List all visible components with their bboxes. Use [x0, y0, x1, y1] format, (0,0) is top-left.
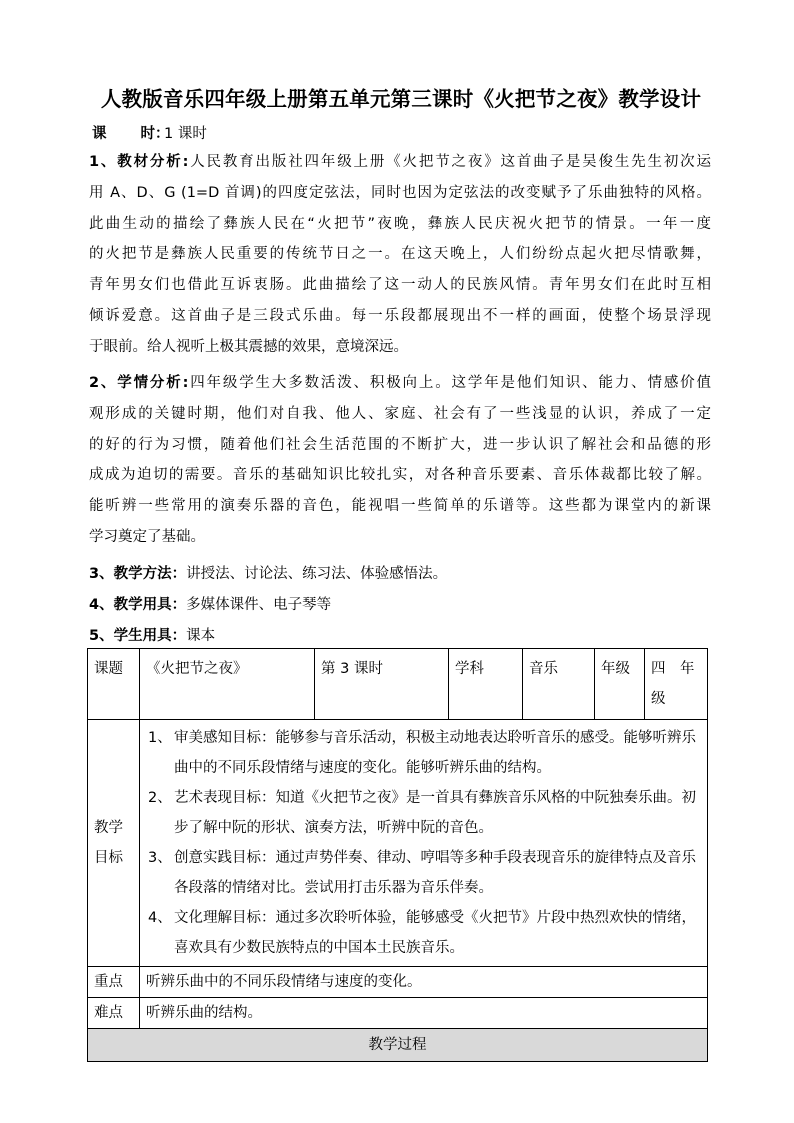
lesson-number: 第 3 课时 [315, 649, 449, 720]
goal-item: 1、 审美感知目标：能够参与音乐活动，积极主动地表达聆听音乐的感受。能够听辨乐曲中的不同乐段情绪与速度的变化。能够听辨乐曲的结构。 [148, 730, 696, 776]
goal-item: 4、 文化理解目标：通过多次聆听体验，能够感受《火把节》片段中热烈欢快的情绪，喜欢具有少数民族特点的中国本土民族音乐。 [148, 910, 696, 956]
table-row [88, 720, 708, 967]
section-textbook-analysis: 1、教材分析:人民教育出版社四年级上册《火把节之夜》这首曲子是吴俊生先生初次运 用 A、D、G (1=D 首调)的四度定弦法，同时也因为定弦法的改变赋予了乐曲独特的风格。 此曲生动的描绘了彝族人民在“火把节”夜晚，彝族人民庆祝火把节的情景。一年一度 的火把节是彝族人民重要的传统节日之一。在这天晚上，人们纷纷点起火把尽情歌舞， 青年男女们也借此互诉衷肠。此曲描绘了这一动人的民族风情。青年男女们在此时互相 倾诉爱意。这首曲子是三段式乐曲。每一乐段都展现出不一样的画面，使整个场景浮现 于眼前。给人视听上极其震撼的效果，意境深远。 [89, 154, 711, 355]
table-row [88, 649, 708, 720]
section-learner-analysis: 2、学情分析:四年级学生大多数活泼、积极向上。这学年是他们知识、能力、情感价值 观形成的关键时期，他们对自我、他人、家庭、社会有了一些浅显的认识，养成了一定 的好的行为习惯，随着他们社会生活范围的不断扩大，进一步认识了解社会和品德的形 成成为迫切的需要。音乐的基础知识比较扎实，对各种音乐要素、音乐体裁都比较了解。 能听辨一些常用的演奏乐器的音色，能视唱一些简单的乐谱等。这些都为课堂内的新课 学习奠定了基础。 [89, 375, 711, 545]
table-row [88, 967, 708, 998]
subject-label: 学科 [449, 649, 523, 720]
document-title: 人教版音乐四年级上册第五单元第三课时《火把节之夜》教学设计 [100, 87, 702, 111]
topic-value: 《火把节之夜》 [140, 649, 315, 720]
student-materials: 5、学生用具：课本 [89, 628, 216, 644]
subject-value: 音乐 [523, 649, 595, 720]
table-row [88, 1029, 708, 1062]
period-label: 课 时： [92, 126, 170, 142]
goals-list [140, 720, 708, 967]
section-heading: 1、教材分析: [89, 154, 189, 170]
table-row [88, 998, 708, 1029]
grade-value: 四 年级 [645, 649, 708, 720]
teaching-process-header: 教学过程 [88, 1029, 708, 1062]
topic-label: 课题 [88, 649, 140, 720]
difficulty-text: 听辨乐曲的结构。 [140, 998, 708, 1029]
teaching-methods: 3、教学方法：讲授法、讨论法、练习法、体验感悟法。 [89, 566, 448, 582]
difficulty-label: 难点 [88, 998, 140, 1029]
key-point-text: 听辨乐曲中的不同乐段情绪与速度的变化。 [140, 967, 708, 998]
key-point-label: 重点 [88, 967, 140, 998]
goal-item: 3、 创意实践目标：通过声势伴奏、律动、哼唱等多种手段表现音乐的旋律特点及音乐各段落的情绪对比。尝试用打击乐器为音乐伴奏。 [148, 850, 696, 896]
period-value: 1 课时 [164, 126, 207, 142]
teaching-aids: 4、教学用具：多媒体课件、电子琴等 [89, 597, 332, 613]
lesson-info-table [87, 648, 708, 1062]
grade-label: 年级 [595, 649, 645, 720]
section-heading: 2、学情分析: [89, 375, 189, 391]
goals-label: 教学目标 [88, 720, 140, 967]
class-period [92, 122, 207, 143]
goal-item: 2、 艺术表现目标：知道《火把节之夜》是一首具有彝族音乐风格的中阮独奏乐曲。初步了解中阮的形状、演奏方法，听辨中阮的音色。 [148, 790, 696, 836]
